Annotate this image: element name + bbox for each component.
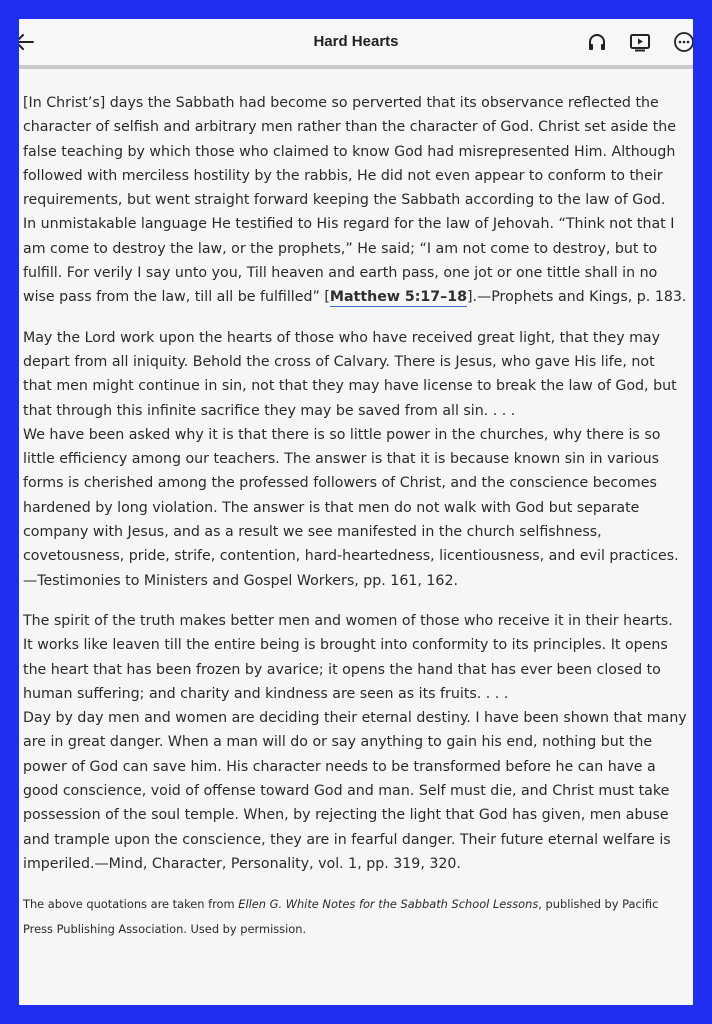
- scripture-link[interactable]: Matthew 5:17–18: [329, 289, 468, 306]
- top-bar: [19, 19, 693, 69]
- video-play-icon: [628, 30, 652, 54]
- app-window: [19, 19, 693, 1005]
- more-options-button[interactable]: [672, 30, 693, 54]
- paragraph-text-segment: In unmistakable language He testified to His regard for the law of Jehovah. “Think not that I am come to destroy the law, or the prophets,” He said; “I am not come to destroy, but to fulfill. For verily I say unto you, Till heaven and earth pass, one jot or one tittle shall in no wise pass from the law, till all be fulfilled” [: [23, 216, 675, 306]
- paragraph-text: [In Christ’s] days the Sabbath had become so perverted that its observance reflected the character of selfish and arbitrary men rather than the character of God. Christ set aside the false teaching by which those who claimed to know God had misrepresented Him. Although followed with merciless hostility by the rabbis, He did not even appear to conform to their requirements, but went straight forward keeping the Sabbath according to the law of God.: [23, 95, 676, 209]
- quote-paragraph-1: [23, 91, 687, 310]
- paragraph-text: The spirit of the truth makes better men and women of those who receive it in their hearts. It works like leaven till the entire being is brought into conformity to its principles. It opens the heart that has been frozen by avarice; it opens the hand that has ever been closed to human suffering; and charity and kindness are seen as its fruits. . . .: [23, 612, 673, 702]
- video-button[interactable]: [628, 30, 652, 54]
- paragraph-text: Day by day men and women are deciding their eternal destiny. I have been shown that many are in great danger. When a man will do or say anything to gain his end, nothing but the power of God can save him. His character needs to be transformed before he can have a good conscience, void of offense toward God and man. Self must die, and Christ must take possession of the soul temple. When, by rejecting the light that God has given, men abuse and trample upon the conscience, they are in fearful danger. Their future eternal welfare is imperiled.—Mind, Character, Personality, vol. 1, pp. 319, 320.: [23, 710, 687, 872]
- more-options-icon: [672, 30, 693, 54]
- credit-book-title: Ellen G. White Notes for the Sabbath School Lessons: [238, 897, 539, 912]
- credit-text: , published by Pacific Press Publishing Association. Used by permission.: [23, 897, 659, 937]
- paragraph-text: May the Lord work upon the hearts of those who have received great light, that they may depart from all iniquity. Behold the cross of Calvary. There is Jesus, who gave His life, not that men might continue in sin, not that they may have license to break the law of God, but that through this infinite sacrifice they may be saved from all sin. . . .: [23, 329, 677, 419]
- quote-paragraph-2: [23, 326, 687, 593]
- page-title: Hard Hearts: [313, 33, 399, 50]
- paragraph-text-segment: ].—Prophets and Kings, p. 183.: [467, 289, 687, 306]
- paragraph-text: We have been asked why it is that there is so little power in the churches, why there is so little efficiency among our teachers. The answer is that it is because known sin in various forms is cherished among the professed followers of Christ, and the conscience becomes hardened by long violation. The answer is that men do not walk with God but separate company with Jesus, and as a result we see manifested in the church selfishness, covetousness, pride, strife, contention, hard-heartedness, licentiousness, and evil practices. —Testimonies to Ministers and Gospel Workers, pp. 161, 162.: [23, 426, 679, 589]
- quote-paragraph-3: [23, 609, 687, 876]
- credit-note: [23, 892, 687, 942]
- audio-button[interactable]: [585, 30, 609, 54]
- lesson-content: [23, 91, 687, 942]
- paragraph-text: [23, 212, 687, 309]
- credit-text: The above quotations are taken from: [23, 897, 239, 912]
- headphones-icon: [585, 30, 609, 54]
